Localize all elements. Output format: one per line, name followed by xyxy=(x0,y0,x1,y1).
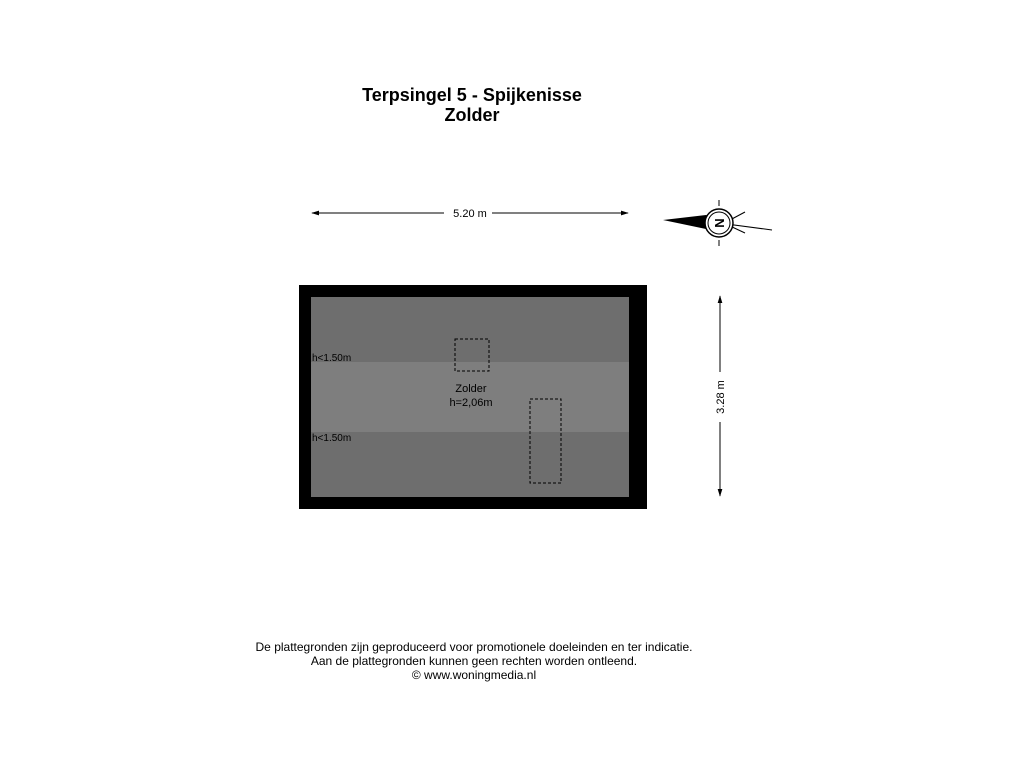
floor-title: Zolder xyxy=(444,105,500,125)
room-height: h=2,06m xyxy=(449,397,493,409)
low-zone-label-top: h<1.50m xyxy=(312,353,352,364)
depth-label: 3.28 m xyxy=(715,380,727,414)
width-label: 5.20 m xyxy=(453,208,487,220)
copyright-line: © www.woningmedia.nl xyxy=(411,668,537,682)
compass-icon xyxy=(663,200,772,246)
disclaimer-line-2: Aan de plattegronden kunnen geen rechten worden ontleend. xyxy=(310,654,638,668)
low-zone-label-bottom: h<1.50m xyxy=(312,433,352,444)
compass-north-letter: N xyxy=(712,218,727,228)
disclaimer-line-1: De plattegronden zijn geproduceerd voor promotionele doeleinden en ter indicatie. xyxy=(255,640,693,654)
address-title: Terpsingel 5 - Spijkenisse xyxy=(362,85,582,105)
low-ceiling-zone-bottom xyxy=(311,432,629,497)
room-name: Zolder xyxy=(455,383,487,395)
depth-dimension xyxy=(715,296,727,496)
width-dimension xyxy=(312,208,628,220)
low-ceiling-zone-top xyxy=(311,297,629,362)
